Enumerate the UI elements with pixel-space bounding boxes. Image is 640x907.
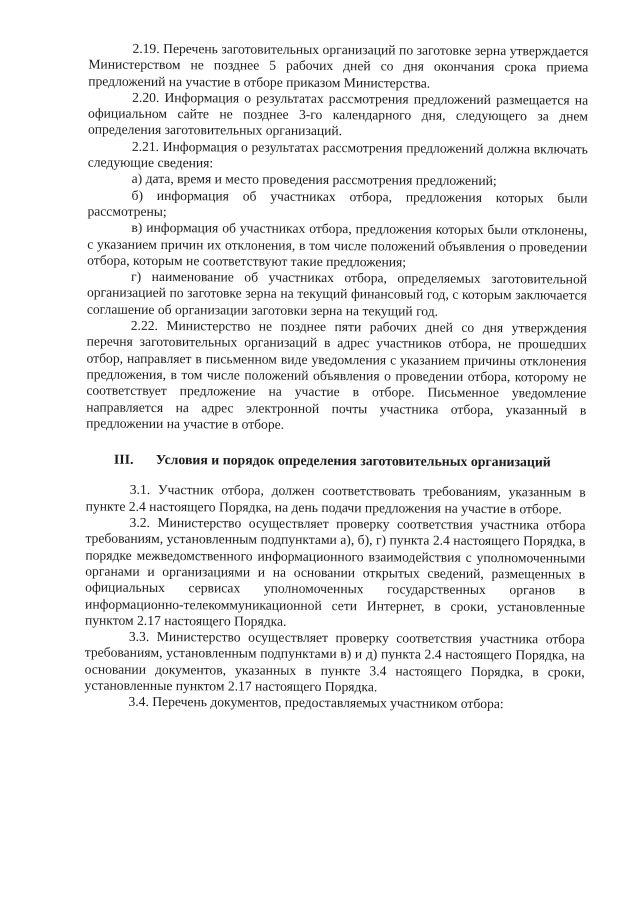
paragraph-p2-22: 2.22. Министерство не позднее пяти рабочих дней со дня утверждения перечня заготовительных организаций в адрес участников отбора, не прошедших отбор, направляет в письменном виде уведомления с указанием причины отклонения предложения, в том числе положений объявления о проведении отбора, которому не соответствует предложение на участие в отборе. Письменное уведомление направляется на адрес электронной почты участника отбора, указанный в предложении на участие в отборе. xyxy=(86,317,587,432)
section-number: III. xyxy=(113,451,134,467)
section-ii-continuation xyxy=(86,41,588,435)
paragraph-p2-21a: а) дата, время и место проведения рассмотрения предложений; xyxy=(131,171,497,189)
paragraph-p2-21: 2.21. Информация о результатах рассмотрения предложений должна включать следующие сведения: xyxy=(87,138,588,171)
paragraph-p3-2: 3.2. Министерство осуществляет проверку соответствия участника отбора требованиям, установленным подпунктами а), б), г) пункта 2.4 настоящего Порядка, в порядке межведомственного информационного взаимодействия с уполномоченными органами и организациями и на основании открытых сведений, размещенных в официальных сервисах уполномоченных государственных органов в информационно-телекоммуникационной сети Интернет, в сроки, установленные пунктом 2.17 настоящего Порядка. xyxy=(84,514,586,629)
paragraph-p2-21c: в) информация об участниках отбора, предложения которых были отклонены, с указанием причин их отклонения, в том числе положений объявления о проведении отбора, которым не соответствуют такие предложения; xyxy=(87,220,588,270)
paragraph-p2-19: 2.19. Перечень заготовительных организаций по заготовке зерна утверждается Министерством не позднее 5 рабочих дней со дня окончания срока приема предложений на участие в отборе приказом Министерства. xyxy=(88,40,589,91)
paragraph-p3-3: 3.3. Министерство осуществляет проверку соответствия участника отбора требованиям, установленным подпунктами в) и д) пункта 2.4 настоящего Порядка, на основании документов, указанных в пункте 3.4 настоящего Порядка, в сроки, установленные пунктом 2.17 настоящего Порядка. xyxy=(84,628,585,695)
paragraph-p2-20: 2.20. Информация о результатах рассмотрения предложений размещается на официальном сайте не позднее 3-го календарного дня, следующего за днем определения заготовительных организаций. xyxy=(87,89,589,139)
section-heading xyxy=(86,452,586,471)
section-iii-body xyxy=(84,482,585,713)
paragraph-p3-1: 3.1. Участник отбора, должен соответствовать требованиям, указанным в пункте 2.4 настоящего Порядка, на день подачи предложения на участие в отборе. xyxy=(85,482,586,517)
paragraph-p3-4: 3.4. Перечень документов, предоставляемых участником отбора: xyxy=(128,694,504,712)
paragraph-p2-21b: б) информация об участниках отбора, предложения которых были рассмотрены; xyxy=(87,187,588,220)
paragraph-p2-21d: г) наименование об участниках отбора, определяемых заготовительной организацией по заготовке зерна на текущий финансовый год, с которым заключается соглашение об организации заготовки зерна на текущий год. xyxy=(86,268,588,319)
section-title: Условия и порядок определения заготовительных организаций xyxy=(155,452,551,470)
